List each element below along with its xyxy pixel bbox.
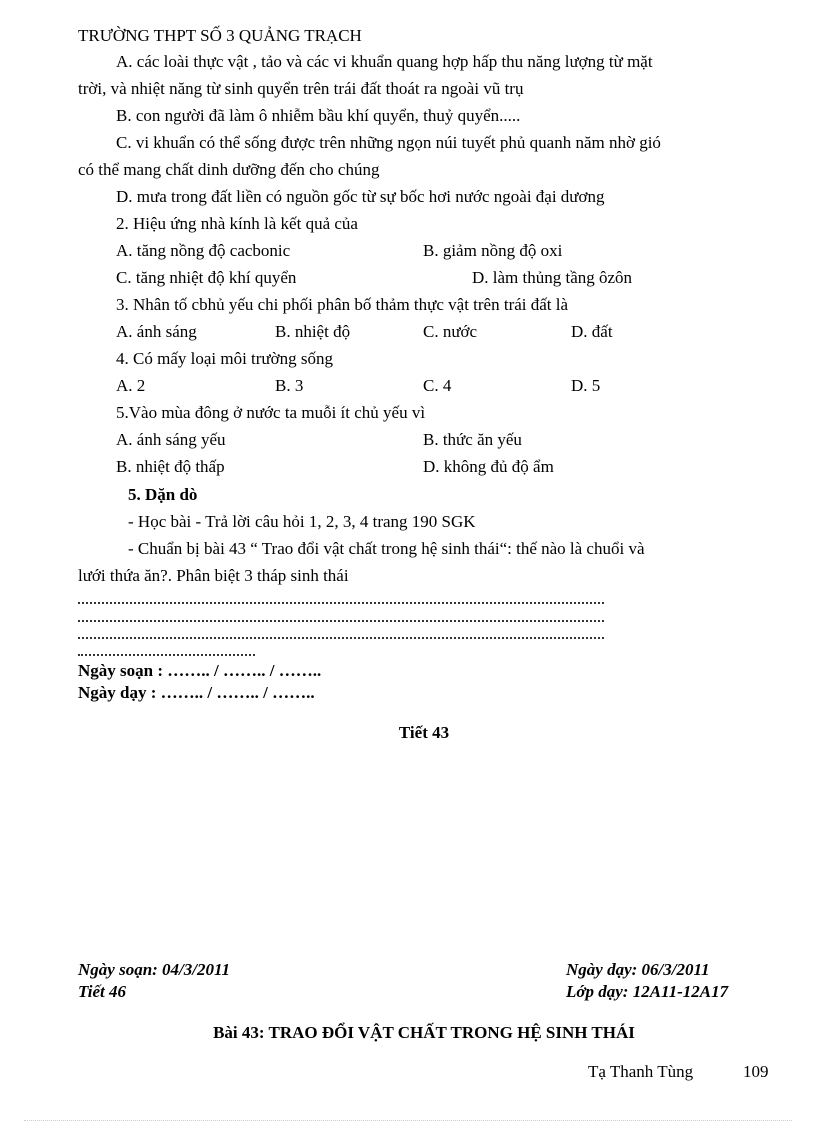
- next-teach-date: Ngày dạy: 06/3/2011: [566, 960, 710, 979]
- q4-option-c: C. 4: [423, 376, 452, 395]
- note-line: [78, 620, 604, 622]
- option-c-line2: có thể mang chất dinh dưỡng đến cho chúng: [78, 160, 380, 179]
- next-period: Tiết 46: [78, 982, 126, 1001]
- question-3-stem: 3. Nhân tố cbhủ yếu chi phối phân bố thảm thực vật trên trái đất là: [116, 295, 569, 314]
- option-d: D. mưa trong đất liền có nguồn gốc từ sự bốc hơi nước ngoài đại dương: [116, 187, 605, 206]
- q5-option-b: B. thức ăn yếu: [423, 430, 522, 449]
- q3-option-b: B. nhiệt độ: [275, 322, 351, 341]
- q2-option-d: D. làm thủng tầng ôzôn: [472, 268, 633, 287]
- question-5-stem: 5.Vào mùa đông ở nước ta muỗi ít chủ yếu vì: [116, 403, 426, 422]
- prep-date-blank: Ngày soạn : …….. / …….. / ……..: [78, 661, 322, 680]
- school-header: TRƯỜNG THPT SỐ 3 QUẢNG TRẠCH: [78, 26, 362, 45]
- homework-item-2-line2: lưới thứa ăn?. Phân biệt 3 tháp sinh thái: [78, 566, 349, 585]
- q4-option-b: B. 3: [275, 376, 304, 395]
- q5-option-c: B. nhiệt độ thấp: [116, 457, 225, 476]
- lesson-title: Bài 43: TRAO ĐỔI VẬT CHẤT TRONG HỆ SINH THÁI: [213, 1023, 635, 1042]
- option-b: B. con người đã làm ô nhiễm bầu khí quyển, thuỷ quyển.....: [116, 106, 521, 125]
- note-line: [78, 654, 255, 656]
- q4-option-a: A. 2: [116, 376, 146, 395]
- page-number: 109: [743, 1062, 769, 1081]
- q2-option-a: A. tăng nồng độ cacbonic: [116, 241, 291, 260]
- teach-date-blank: Ngày dạy : …….. / …….. / ……..: [78, 683, 315, 702]
- footer-author: Tạ Thanh Tùng: [588, 1062, 694, 1081]
- q5-option-a: A. ánh sáng yếu: [116, 430, 226, 449]
- option-c-line1: C. vi khuẩn có thể sống được trên những ngọn núi tuyết phủ quanh năm nhờ gió: [116, 133, 661, 152]
- period-title: Tiết 43: [398, 723, 450, 742]
- question-4-stem: 4. Có mấy loại môi trường sống: [116, 349, 333, 368]
- next-classes: Lớp dạy: 12A11-12A17: [566, 982, 729, 1001]
- q5-option-d: D. không đủ độ ẩm: [423, 457, 554, 476]
- q3-option-a: A. ánh sáng: [116, 322, 197, 341]
- note-line: [78, 637, 604, 639]
- note-line: [78, 602, 604, 604]
- q4-option-d: D. 5: [571, 376, 601, 395]
- homework-item-2-line1: - Chuẩn bị bài 43 “ Trao đổi vật chất trong hệ sinh thái“: thế nào là chuổi và: [128, 539, 645, 558]
- next-prep-date: Ngày soạn: 04/3/2011: [78, 960, 231, 979]
- option-a-line2: trời, và nhiệt năng từ sinh quyển trên trái đất thoát ra ngoài vũ trụ: [78, 79, 524, 98]
- homework-heading: 5. Dặn dò: [128, 485, 198, 504]
- q2-option-c: C. tăng nhiệt độ khí quyển: [116, 268, 297, 287]
- q3-option-d: D. đất: [571, 322, 613, 341]
- q3-option-c: C. nước: [423, 322, 478, 341]
- question-2-stem: 2. Hiệu ứng nhà kính là kết quả của: [116, 214, 358, 233]
- page-edge-divider: [24, 1120, 792, 1121]
- homework-item-1: - Học bài - Trả lời câu hỏi 1, 2, 3, 4 trang 190 SGK: [128, 512, 476, 531]
- option-a-line1: A. các loài thực vật , tảo và các vi khuẩn quang hợp hấp thu năng lượng từ mặt: [116, 52, 653, 71]
- q2-option-b: B. giảm nồng độ oxi: [423, 241, 563, 260]
